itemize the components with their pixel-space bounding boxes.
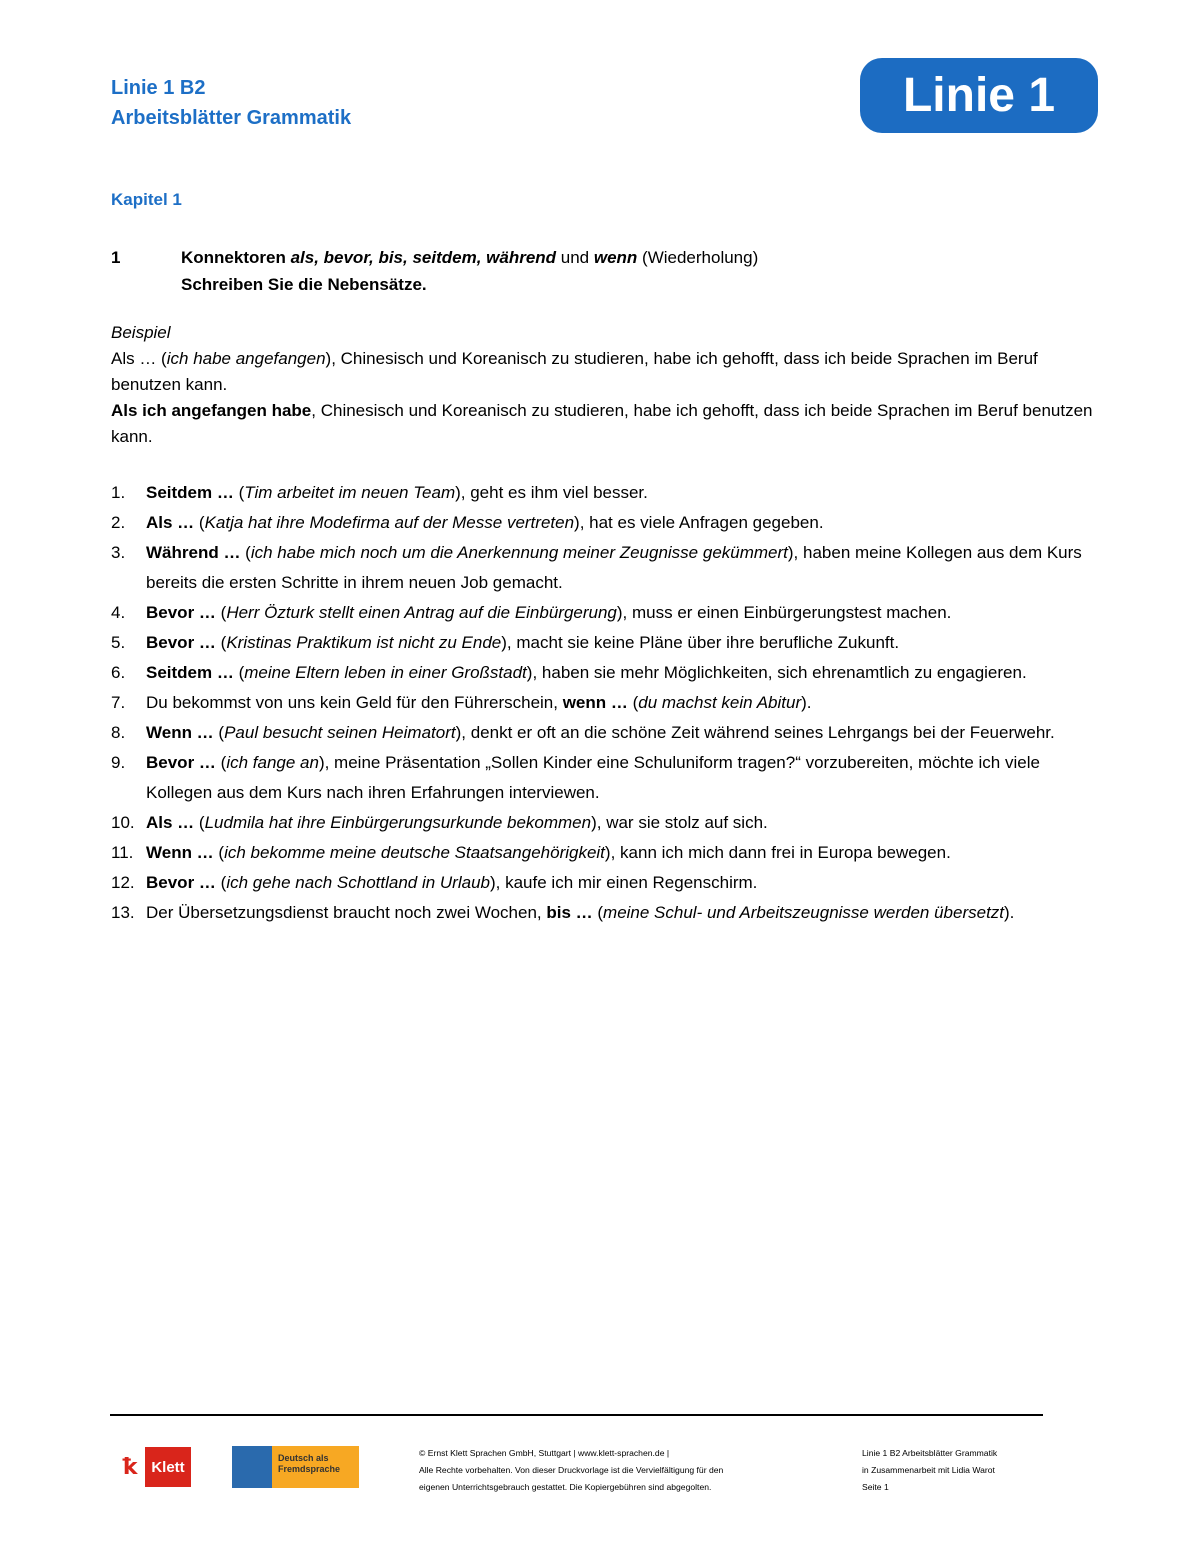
task-number: 1 <box>111 248 121 267</box>
exercise-item <box>111 808 1096 838</box>
exercise-rest: ), kann ich mich dann frei in Europa bewegen. <box>604 843 951 862</box>
exercise-number: 5. <box>111 633 126 652</box>
exercise-connector: Bevor … <box>146 873 216 892</box>
exercise-lead: Du bekommst von uns kein Geld für den Führerschein, <box>146 693 563 712</box>
example-block <box>111 320 1096 450</box>
footer-copyright <box>419 1445 819 1496</box>
exercise-lead: Der Übersetzungsdienst braucht noch zwei Wochen, <box>146 903 547 922</box>
document-header <box>111 73 351 133</box>
exercise-rest: ), haben meine Kollegen aus dem Kurs bereits die ersten Schritte in ihrem neuen Job gemacht. <box>146 543 1082 592</box>
daf-label: Deutsch als Fremdsprache <box>272 1446 359 1488</box>
exercise-item <box>111 508 1096 538</box>
exercise-paren: ( <box>233 663 245 682</box>
logo-text: Linie 1 <box>902 69 1056 122</box>
daf-color-block <box>232 1446 272 1488</box>
task-heading <box>111 244 1091 298</box>
exercise-connector: Wenn … <box>146 723 214 742</box>
exercise-rest: ), geht es ihm viel besser. <box>455 483 648 502</box>
exercise-paren: ( <box>627 693 639 712</box>
exercise-paren: ( <box>215 753 227 772</box>
worksheet-title: Arbeitsblätter Grammatik <box>111 107 352 129</box>
exercise-list <box>111 478 1096 928</box>
exercise-number: 3. <box>111 543 126 562</box>
exercise-connector: bis … <box>546 903 593 922</box>
exercise-item <box>111 868 1096 898</box>
exercise-paren: ( <box>194 513 205 532</box>
exercise-rest: ). <box>801 693 812 712</box>
chapter-heading: Kapitel 1 <box>111 190 182 209</box>
exercise-clause: Herr Özturk stellt einen Antrag auf die Einbürgerung <box>226 603 617 622</box>
exercise-paren: ( <box>215 603 227 622</box>
exercise-item <box>111 478 1096 508</box>
exercise-item <box>111 628 1096 658</box>
course-title: Linie 1 B2 <box>111 77 206 99</box>
exercise-rest: ), muss er einen Einbürgerungstest machen. <box>616 603 952 622</box>
page-number: Seite 1 <box>862 1482 889 1492</box>
exercise-clause: Kristinas Praktikum ist nicht zu Ende <box>226 633 502 652</box>
exercise-item <box>111 688 1096 718</box>
example-label: Beispiel <box>111 323 171 342</box>
linie1-logo <box>860 58 1098 133</box>
exercise-clause: du machst kein Abitur <box>638 693 802 712</box>
example-question: Als … (ich habe angefangen), Chinesisch und Koreanisch zu studieren, habe ich gehofft, dass ich beide Sprachen im Beruf benutzen kann. <box>111 349 1038 394</box>
exercise-clause: ich habe mich noch um die Anerkennung meiner Zeugnisse gekümmert <box>250 543 788 562</box>
exercise-connector: Seitdem … <box>146 483 234 502</box>
footer-info <box>862 1445 1062 1496</box>
exercise-number: 13. <box>111 903 135 922</box>
rights-line-1: Alle Rechte vorbehalten. Von dieser Druckvorlage ist die Vervielfältigung für den <box>419 1465 724 1475</box>
klett-logo <box>115 1446 193 1488</box>
exercise-item <box>111 748 1096 808</box>
exercise-number: 4. <box>111 603 126 622</box>
klett-mark-icon: ꝁ <box>122 1454 138 1479</box>
exercise-rest: ), macht sie keine Pläne über ihre berufliche Zukunft. <box>501 633 900 652</box>
exercise-connector: Bevor … <box>146 603 216 622</box>
exercise-rest: ), hat es viele Anfragen gegeben. <box>574 513 824 532</box>
exercise-item <box>111 538 1096 598</box>
klett-wordmark: Klett <box>145 1447 191 1487</box>
exercise-paren: ( <box>233 483 245 502</box>
exercise-number: 1. <box>111 483 126 502</box>
exercise-rest: ), denkt er oft an die schöne Zeit während seines Lehrgangs bei der Feuerwehr. <box>455 723 1055 742</box>
exercise-paren: ( <box>215 633 227 652</box>
exercise-rest: ), kaufe ich mir einen Regenschirm. <box>490 873 758 892</box>
exercise-item <box>111 598 1096 628</box>
exercise-clause: Tim arbeitet im neuen Team <box>244 483 456 502</box>
exercise-paren: ( <box>213 723 225 742</box>
exercise-clause: ich gehe nach Schottland in Urlaub <box>226 873 490 892</box>
exercise-connector: Wenn … <box>146 843 214 862</box>
exercise-number: 2. <box>111 513 126 532</box>
exercise-rest: ). <box>1004 903 1015 922</box>
exercise-number: 8. <box>111 723 126 742</box>
exercise-number: 9. <box>111 753 126 772</box>
copyright-line: © Ernst Klett Sprachen GmbH, Stuttgart | www.klett-sprachen.de | <box>419 1448 670 1458</box>
exercise-clause: ich bekomme meine deutsche Staatsangehörigkeit <box>224 843 605 862</box>
daf-logo <box>232 1446 359 1488</box>
exercise-clause: Ludmila hat ihre Einbürgerungsurkunde bekommen <box>204 813 592 832</box>
exercise-item <box>111 718 1096 748</box>
exercise-connector: Bevor … <box>146 753 216 772</box>
footer-divider <box>110 1414 1043 1416</box>
exercise-item <box>111 658 1096 688</box>
exercise-paren: ( <box>240 543 251 562</box>
exercise-rest: ), war sie stolz auf sich. <box>591 813 768 832</box>
exercise-number: 6. <box>111 663 126 682</box>
exercise-item <box>111 838 1096 868</box>
exercise-paren: ( <box>213 843 225 862</box>
exercise-connector: Als … <box>146 513 195 532</box>
exercise-connector: Während … <box>146 543 241 562</box>
exercise-paren: ( <box>215 873 227 892</box>
footer-author: in Zusammenarbeit mit Lidia Warot <box>862 1465 995 1475</box>
exercise-clause: Katja hat ihre Modefirma auf der Messe vertreten <box>204 513 575 532</box>
exercise-rest: ), haben sie mehr Möglichkeiten, sich ehrenamtlich zu engagieren. <box>526 663 1027 682</box>
exercise-number: 11. <box>111 843 134 862</box>
exercise-clause: meine Schul- und Arbeitszeugnisse werden übersetzt <box>603 903 1005 922</box>
exercise-connector: Seitdem … <box>146 663 234 682</box>
task-title: Konnektoren als, bevor, bis, seitdem, während und wenn (Wiederholung) <box>181 248 759 267</box>
exercise-number: 12. <box>111 873 135 892</box>
exercise-item <box>111 898 1096 928</box>
exercise-paren: ( <box>194 813 205 832</box>
exercise-connector: wenn … <box>562 693 628 712</box>
exercise-clause: ich fange an <box>226 753 319 772</box>
example-answer: Als ich angefangen habe, Chinesisch und Koreanisch zu studieren, habe ich gehofft, dass ich beide Sprachen im Beruf benutzen kann. <box>111 401 1093 446</box>
exercise-number: 10. <box>111 813 135 832</box>
exercise-rest: ), meine Präsentation „Sollen Kinder eine Schuluniform tragen?“ vorzubereiten, möchte ich viele Kollegen aus dem Kurs nach ihren Erfahrungen interviewen. <box>146 753 1040 802</box>
exercise-connector: Als … <box>146 813 195 832</box>
footer-doc-title: Linie 1 B2 Arbeitsblätter Grammatik <box>862 1448 998 1458</box>
exercise-clause: Paul besucht seinen Heimatort <box>224 723 456 742</box>
exercise-paren: ( <box>592 903 604 922</box>
exercise-number: 7. <box>111 693 126 712</box>
task-instruction: Schreiben Sie die Nebensätze. <box>181 275 427 294</box>
exercise-connector: Bevor … <box>146 633 216 652</box>
rights-line-2: eigenen Unterrichtsgebrauch gestattet. Die Kopiergebühren sind abgegolten. <box>419 1482 712 1492</box>
exercise-clause: meine Eltern leben in einer Großstadt <box>244 663 527 682</box>
